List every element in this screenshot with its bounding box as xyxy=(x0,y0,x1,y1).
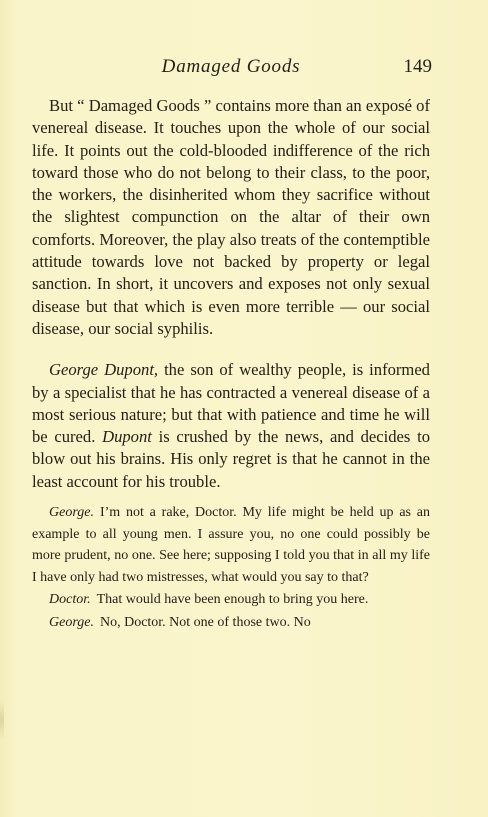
synopsis-text-b: is crushed by the news, and decides to blow out his brains. His only regret is that he cannot in the least account for his trouble. xyxy=(32,427,430,491)
page-fold-shadow xyxy=(0,700,4,740)
character-name: George Dupont, xyxy=(49,360,159,380)
speech-text: No, Doctor. Not one of those two. No xyxy=(99,615,311,631)
paragraph-intro: But “ Damaged Goods ” contains more than an exposé of venereal disease. It touches upon the whole of our social life. It points out the cold-blooded indifference of the rich toward those who do not belong to their class, to the poor, the workers, the disinherited whom they sacrifice without the slightest compunction on the altar of their own comforts. Moreover, the play also treats of the contemptible attitude towards love not backed by property or legal sanction. In short, it uncovers and exposes not only sexual disease but that which is even more terrible — our social disease, our social syphilis. xyxy=(32,96,430,338)
character-name-2: Dupont xyxy=(102,427,152,447)
speaker-name: George. xyxy=(49,505,94,521)
body-text xyxy=(32,95,430,634)
dialogue-excerpt xyxy=(32,502,430,634)
speaker-name: Doctor. xyxy=(49,592,91,608)
synopsis-text-a: the son of wealthy people, is informed by a specialist that he has contracted a venereal disease of a most serious nature; but that with patience and time he will be cured. xyxy=(32,360,430,447)
page-number: 149 xyxy=(403,56,432,77)
speech-text: I’m not a rake, Doctor. My life might be held up as an example to all young men. I assure you, no one could possibly be more prudent, no one. See here; supposing I told you that in all my life I have only had two mistresses, what would you say to that? xyxy=(32,505,430,585)
speech-text: That would have been enough to bring you here. xyxy=(96,592,369,608)
page-header xyxy=(30,56,432,82)
speech-line xyxy=(32,502,430,588)
speech-line xyxy=(32,589,430,611)
speech-line xyxy=(32,612,430,634)
paragraph-synopsis xyxy=(32,359,430,493)
running-title: Damaged Goods xyxy=(161,56,301,77)
speaker-name: George. xyxy=(49,615,94,631)
